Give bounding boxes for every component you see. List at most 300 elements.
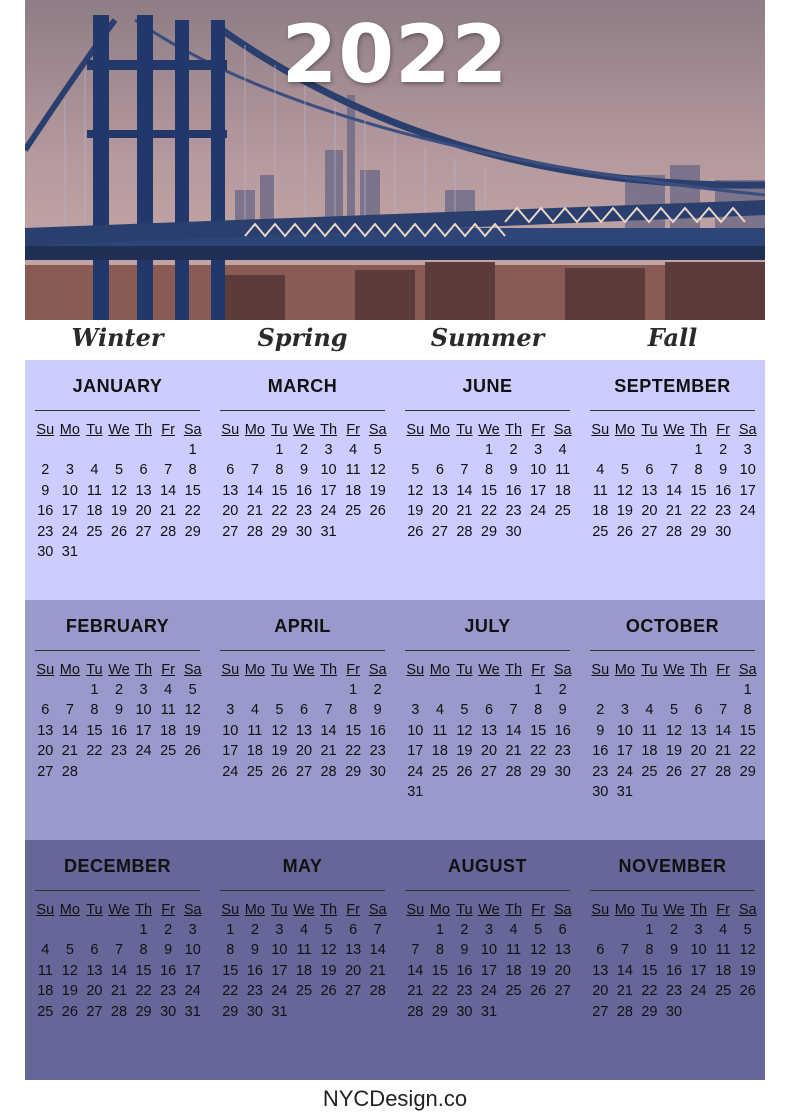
month-divider [590,650,755,651]
day-cell: 8 [275,462,284,479]
day-cell: 9 [558,702,567,719]
day-cell: 7 [250,462,259,479]
day-cell: 21 [407,983,424,1000]
day-cell: 2 [509,442,518,458]
weekday-header: Mo [244,662,265,678]
weekday-header: Th [690,422,708,438]
day-cell: 2 [558,682,567,698]
empty-cell [316,680,341,700]
day-cell: 8 [90,702,99,719]
day-cell: 27 [222,523,239,540]
day-cell: 26 [110,523,128,540]
day-cell: 10 [530,462,547,479]
day-cell: 15 [530,722,547,739]
day-cell: 13 [222,482,239,499]
day-cell: 5 [460,702,469,719]
day-cell: 2 [719,442,728,458]
season-labels [25,320,765,360]
day-cell: 30 [369,763,386,780]
day-cell: 8 [694,462,703,479]
day-cell: 2 [460,922,469,938]
day-cell: 1 [275,442,284,458]
month-grid [403,660,575,802]
month-grid [33,660,205,782]
day-cell: 5 [669,702,679,719]
weekday-header: Su [406,902,425,918]
day-cell: 27 [690,763,707,780]
day-cell: 4 [164,682,173,698]
day-cell: 31 [61,543,78,560]
empty-cell [218,680,243,700]
day-cell: 5 [620,462,629,479]
weekday-header: Sa [738,662,757,678]
empty-cell [662,680,687,700]
weekday-header: We [293,902,315,918]
day-cell: 3 [188,922,197,938]
day-cell: 16 [160,962,177,979]
day-cell: 29 [184,523,201,540]
weekday-header: Th [505,422,523,438]
day-cell: 24 [222,763,239,780]
day-cell: 23 [554,743,571,760]
day-cell: 5 [65,942,74,959]
weekday-header: Mo [59,902,80,918]
month-divider [35,890,200,891]
day-cell: 28 [616,1003,633,1020]
day-cell: 30 [715,523,732,540]
day-cell: 11 [432,722,448,739]
day-cell: 19 [530,962,547,979]
day-cell: 31 [407,783,424,800]
day-cell: 2 [373,682,382,698]
weekday-header: Su [221,662,240,678]
month-divider [220,890,385,891]
day-cell: 20 [295,743,313,760]
day-cell: 9 [509,462,518,479]
day-cell: 15 [345,722,362,739]
day-cell: 22 [739,743,756,760]
day-cell: 10 [222,722,239,739]
day-cell: 17 [616,743,633,760]
day-cell: 5 [534,922,543,938]
day-cell: 29 [641,1003,658,1020]
day-cell: 18 [641,743,658,760]
day-cell: 16 [505,482,522,499]
day-cell: 20 [431,503,448,520]
day-cell: 4 [349,442,358,458]
day-cell: 25 [431,763,448,780]
day-cell: 2 [250,922,259,938]
weekday-header: Sa [183,422,202,438]
day-cell: 15 [641,962,658,979]
day-cell: 26 [320,983,337,1000]
day-cell: 11 [641,722,657,739]
day-cell: 28 [369,983,386,1000]
weekday-header: Fr [161,422,175,438]
day-cell: 19 [110,503,128,520]
weekday-header: Mo [244,902,265,918]
day-cell: 11 [345,462,361,479]
weekday-header: Tu [641,902,658,918]
day-cell: 23 [665,983,683,1000]
weekday-header: Mo [429,662,450,678]
empty-cell [58,440,83,460]
month-name: DECEMBER [63,856,171,876]
day-cell: 4 [435,702,444,719]
day-cell: 19 [369,482,386,499]
day-cell: 23 [246,983,263,1000]
day-cell: 16 [246,962,263,979]
day-cell: 19 [407,503,424,520]
day-cell: 20 [86,983,103,1000]
day-cell: 24 [690,983,707,1000]
day-cell: 9 [373,702,382,719]
day-cell: 28 [505,763,522,780]
calendar-row-3 [25,840,765,1080]
day-cell: 29 [739,763,756,780]
month-grid [218,420,390,542]
day-cell: 11 [592,482,608,499]
day-cell: 17 [480,962,498,979]
day-cell: 6 [435,462,444,479]
weekday-header: Su [406,422,425,438]
weekday-header: Su [221,902,240,918]
day-cell: 30 [295,523,313,540]
month-grid [218,900,390,1022]
empty-cell [243,440,268,460]
empty-cell [477,680,502,700]
day-cell: 8 [534,702,543,719]
day-cell: 5 [188,682,197,698]
day-cell: 16 [295,482,313,499]
weekday-header: We [663,902,685,918]
day-cell: 15 [431,962,448,979]
day-cell: 15 [135,962,152,979]
weekday-header: Mo [429,902,450,918]
month-name: JANUARY [72,376,163,396]
day-cell: 23 [592,763,609,780]
month-march [210,360,395,600]
day-cell: 22 [86,743,103,760]
day-cell: 6 [41,702,50,719]
day-cell: 13 [295,722,313,739]
weekday-header: Tu [271,422,288,438]
weekday-header: Tu [641,662,658,678]
day-cell: 9 [250,942,259,959]
day-cell: 30 [37,543,54,560]
day-cell: 13 [592,962,609,979]
day-cell: 31 [320,523,337,540]
day-cell: 22 [480,503,498,520]
day-cell: 16 [715,482,732,499]
empty-cell [637,680,662,700]
day-cell: 9 [164,942,173,959]
day-cell: 25 [641,763,658,780]
day-cell: 21 [61,743,78,760]
weekday-header: Mo [429,422,450,438]
day-cell: 18 [295,962,313,979]
day-cell: 23 [369,743,386,760]
day-cell: 1 [90,682,99,698]
day-cell: 21 [160,503,177,520]
day-cell: 23 [715,503,732,520]
day-cell: 30 [456,1003,473,1020]
weekday-header: Th [320,422,338,438]
day-cell: 2 [596,702,605,719]
season-fall: Fall [647,323,698,352]
day-cell: 24 [480,983,498,1000]
day-cell: 30 [592,783,609,800]
weekday-header: Sa [738,422,757,438]
day-cell: 8 [484,462,494,479]
day-cell: 15 [184,482,201,499]
day-cell: 18 [554,482,571,499]
day-cell: 4 [719,922,728,938]
day-cell: 7 [65,702,74,719]
weekday-header: Sa [553,422,572,438]
day-cell: 27 [431,523,448,540]
month-july [395,600,580,840]
day-cell: 13 [431,482,448,499]
day-cell: 5 [114,462,124,479]
day-cell: 5 [275,702,284,719]
day-cell: 10 [616,722,633,739]
footer-credit: NYCDesign.co [322,1086,468,1111]
weekday-header: Th [135,422,153,438]
month-divider [220,410,385,411]
day-cell: 14 [369,942,386,959]
weekday-header: We [293,662,315,678]
day-cell: 21 [715,743,732,760]
day-cell: 28 [407,1003,424,1020]
day-cell: 9 [460,942,469,959]
day-cell: 27 [295,763,313,780]
month-november [580,840,765,1080]
day-cell: 17 [184,962,201,979]
day-cell: 31 [184,1003,201,1020]
weekday-header: Th [690,902,708,918]
day-cell: 13 [641,482,658,499]
weekday-header: We [663,662,685,678]
day-cell: 22 [641,983,658,1000]
weekday-header: Th [135,902,153,918]
weekday-header: Tu [456,662,473,678]
day-cell: 10 [135,702,152,719]
day-cell: 8 [349,702,358,719]
day-cell: 27 [554,983,571,1000]
day-cell: 20 [554,962,571,979]
day-cell: 28 [61,763,78,780]
month-name: SEPTEMBER [614,376,731,396]
month-name: JULY [464,616,511,636]
empty-cell [403,680,428,700]
empty-cell [33,920,58,940]
day-cell: 27 [135,523,152,540]
day-cell: 22 [271,503,288,520]
day-cell: 17 [739,482,756,499]
weekday-header: We [108,422,130,438]
day-cell: 26 [530,983,547,1000]
day-cell: 9 [299,462,309,479]
weekday-header: Fr [346,662,360,678]
day-cell: 18 [592,503,609,520]
weekday-header: Fr [531,662,545,678]
empty-cell [33,440,58,460]
day-cell: 20 [345,962,362,979]
day-cell: 25 [160,743,177,760]
month-name: AUGUST [448,856,527,876]
day-cell: 5 [743,922,752,938]
day-cell: 17 [530,482,547,499]
day-cell: 14 [505,722,522,739]
day-cell: 3 [743,442,752,458]
empty-cell [58,920,83,940]
day-cell: 5 [324,922,333,938]
day-cell: 18 [37,983,54,1000]
day-cell: 8 [139,942,148,959]
day-cell: 7 [719,702,728,719]
day-cell: 18 [505,962,522,979]
weekday-header: Th [505,662,523,678]
day-cell: 15 [480,482,498,499]
day-cell: 13 [86,962,103,979]
month-divider [35,410,200,411]
month-name: FEBRUARY [65,616,170,636]
month-grid [33,900,205,1022]
weekday-header: We [108,902,130,918]
day-cell: 7 [373,922,382,938]
day-cell: 6 [645,462,654,479]
day-cell: 2 [669,922,679,938]
day-cell: 4 [41,942,50,959]
day-cell: 18 [246,743,263,760]
day-cell: 26 [456,763,473,780]
weekday-header: Sa [738,902,757,918]
day-cell: 24 [739,503,756,520]
empty-cell [613,440,638,460]
day-cell: 14 [456,482,473,499]
weekday-header: Su [406,662,425,678]
weekday-header: Th [320,902,338,918]
day-cell: 14 [246,482,263,499]
day-cell: 12 [271,722,288,739]
empty-cell [613,920,638,940]
day-cell: 19 [271,743,288,760]
weekday-header: Tu [271,902,288,918]
day-cell: 24 [320,503,337,520]
day-cell: 26 [271,763,288,780]
day-cell: 28 [110,1003,128,1020]
empty-cell [662,440,687,460]
day-cell: 6 [558,922,567,938]
day-cell: 28 [715,763,732,780]
day-cell: 29 [135,1003,152,1020]
day-cell: 24 [271,983,288,1000]
day-cell: 12 [110,482,128,499]
day-cell: 3 [275,922,284,938]
empty-cell [156,440,181,460]
empty-cell [452,680,477,700]
month-name: OCTOBER [625,616,720,636]
day-cell: 7 [114,942,124,959]
day-cell: 12 [61,962,78,979]
day-cell: 7 [164,462,173,479]
day-cell: 10 [184,942,201,959]
day-cell: 9 [719,462,728,479]
weekday-header: Tu [86,422,103,438]
day-cell: 6 [299,702,309,719]
day-cell: 4 [299,922,309,938]
empty-cell [452,440,477,460]
empty-cell [711,680,736,700]
day-cell: 23 [295,503,313,520]
day-cell: 31 [616,783,633,800]
day-cell: 3 [139,682,148,698]
day-cell: 22 [690,503,707,520]
day-cell: 20 [222,503,239,520]
day-cell: 6 [226,462,235,479]
month-august [395,840,580,1080]
weekday-header: Th [320,662,338,678]
bridge-photo [25,0,765,320]
day-cell: 18 [431,743,448,760]
weekday-header: Tu [641,422,658,438]
day-cell: 28 [320,763,337,780]
day-cell: 4 [250,702,259,719]
day-cell: 27 [592,1003,609,1020]
day-cell: 11 [296,942,312,959]
day-cell: 23 [110,743,128,760]
day-cell: 25 [345,503,362,520]
day-cell: 22 [184,503,201,520]
day-cell: 25 [715,983,732,1000]
day-cell: 17 [407,743,424,760]
day-cell: 4 [90,462,99,479]
day-cell: 19 [456,743,473,760]
weekday-header: Sa [553,662,572,678]
month-divider [590,410,755,411]
day-cell: 26 [616,523,633,540]
month-january [25,360,210,600]
empty-cell [403,440,428,460]
day-cell: 18 [715,962,732,979]
day-cell: 20 [641,503,658,520]
day-cell: 12 [320,942,337,959]
day-cell: 6 [694,702,703,719]
weekday-header: Sa [368,662,387,678]
day-cell: 16 [554,722,571,739]
day-cell: 3 [534,442,543,458]
month-september [580,360,765,600]
day-cell: 17 [61,503,78,520]
day-cell: 10 [480,942,498,959]
day-cell: 25 [554,503,571,520]
empty-cell [686,680,711,700]
day-cell: 7 [620,942,629,959]
empty-cell [588,920,613,940]
day-cell: 21 [246,503,263,520]
day-cell: 1 [349,682,358,698]
day-cell: 27 [641,523,658,540]
empty-cell [82,440,107,460]
day-cell: 15 [690,482,707,499]
weekday-header: Fr [716,422,730,438]
day-cell: 31 [480,1003,498,1020]
weekday-header: Tu [86,662,103,678]
weekday-header: Tu [86,902,103,918]
day-cell: 30 [665,1003,683,1020]
day-cell: 28 [246,523,263,540]
